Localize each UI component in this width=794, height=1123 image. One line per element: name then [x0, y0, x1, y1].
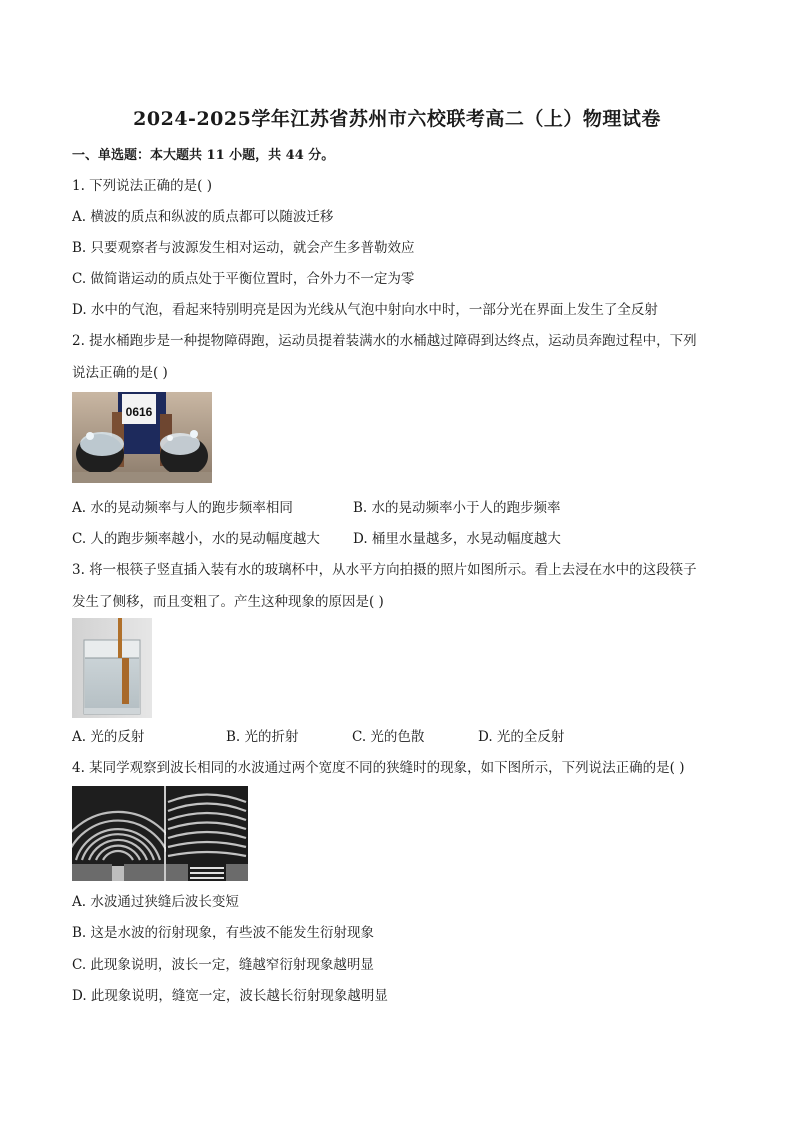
- q2-option-b: B. 水的晃动频率小于人的跑步频率: [353, 500, 561, 516]
- q1-option-d: D. 水中的气泡，看起来特别明亮是因为光线从气泡中射向水中时，一部分光在界面上发生了全反射: [72, 302, 658, 318]
- q4-option-d: D. 此现象说明，缝宽一定，波长越长衍射现象越明显: [72, 988, 388, 1004]
- q4-option-c: C. 此现象说明，波长一定，缝越窄衍射现象越明显: [72, 957, 374, 973]
- chopstick-glass-photo: [72, 618, 152, 718]
- q2-option-a: A. 水的晃动频率与人的跑步频率相同: [72, 500, 293, 516]
- q1-option-c: C. 做简谐运动的质点处于平衡位置时，合外力不一定为零: [72, 271, 415, 287]
- chopstick-in-glass-illustration: [72, 618, 152, 718]
- wave-diffraction-photo: [72, 786, 248, 881]
- q4-option-a: A. 水波通过狭缝后波长变短: [72, 894, 239, 910]
- q2-stem-line1: 2. 提水桶跑步是一种提物障碍跑，运动员提着装满水的水桶越过障碍到达终点，运动员奔跑过程中，下列: [72, 333, 697, 349]
- section-heading: 一、单选题：本大题共 11 小题，共 44 分。: [72, 148, 335, 163]
- q4-option-b: B. 这是水波的衍射现象，有些波不能发生衍射现象: [72, 925, 375, 941]
- q2-stem-line2: 说法正确的是( ): [72, 365, 168, 381]
- runner-bucket-illustration: [72, 392, 212, 483]
- q2-option-c: C. 人的跑步频率越小，水的晃动幅度越大: [72, 531, 320, 547]
- q2-option-d: D. 桶里水量越多，水晃动幅度越大: [353, 531, 561, 547]
- wide-slit-panel: [166, 786, 248, 881]
- runner-bib-number: 0616: [125, 405, 153, 419]
- q1-option-b: B. 只要观察者与波源发生相对运动，就会产生多普勒效应: [72, 240, 415, 256]
- q4-stem: 4. 某同学观察到波长相同的水波通过两个宽度不同的狭缝时的现象，如下图所示，下列说法正确的是( ): [72, 760, 685, 776]
- q3-option-d: D. 光的全反射: [478, 729, 565, 745]
- q3-stem-line2: 发生了侧移，而且变粗了。产生这种现象的原因是( ): [72, 594, 384, 610]
- q3-option-a: A. 光的反射: [72, 729, 145, 745]
- q1-option-a: A. 横波的质点和纵波的质点都可以随波迁移: [72, 209, 334, 225]
- q3-stem-line1: 3. 将一根筷子竖直插入装有水的玻璃杯中，从水平方向拍摄的照片如图所示。看上去浸在水中的这段筷子: [72, 562, 697, 578]
- water-wave-slits-illustration: [72, 786, 248, 881]
- q3-option-b: B. 光的折射: [226, 729, 299, 745]
- exam-title: 2024-2025学年江苏省苏州市六校联考高二（上）物理试卷: [133, 108, 661, 130]
- q1-stem: 1. 下列说法正确的是( ): [72, 178, 212, 194]
- runner-bucket-photo: [72, 392, 212, 483]
- q3-option-c: C. 光的色散: [352, 729, 425, 745]
- narrow-slit-panel: [72, 786, 180, 881]
